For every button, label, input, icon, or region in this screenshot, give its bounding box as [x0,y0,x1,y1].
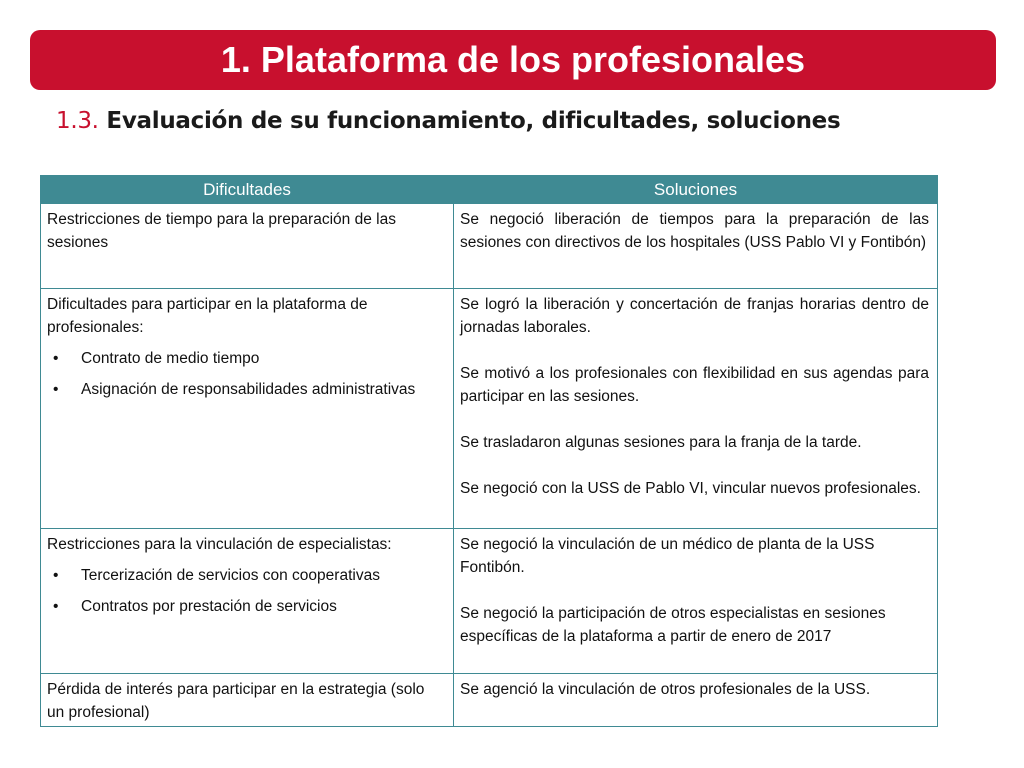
dificultad-cell [41,529,454,674]
solucion-cell [454,674,938,727]
solucion-cell [454,204,938,289]
solucion-text: Se agenció la vinculación de otros profesionales de la USS. [460,681,871,698]
dificultad-text: Restricciones de tiempo para la preparación de las sesiones [47,211,396,251]
dificultad-bullet-list [47,564,445,618]
bullet-item: • Contrato de medio tiempo [47,347,445,370]
solucion-text: Se negoció con la USS de Pablo VI, vincular nuevos profesionales. [460,480,921,497]
header-dificultades: Dificultades [41,176,454,204]
dificultad-text: Restricciones para la vinculación de especialistas: [47,536,392,553]
solucion-text: Se negoció la participación de otros especialistas en sesiones específicas de la plataforma a partir de enero de 2017 [460,605,886,645]
table-row [41,289,938,529]
solucion-cell [454,289,938,529]
table-row [41,204,938,289]
solucion-text: Se negoció liberación de tiempos para la preparación de las sesiones con directivos de los hospitales (USS Pablo VI y Fontibón) [460,211,929,251]
evaluation-table [40,175,938,727]
table-row [41,674,938,727]
solucion-text: Se logró la liberación y concertación de franjas horarias dentro de jornadas laborales. [460,296,929,336]
solucion-text: Se negoció la vinculación de un médico de planta de la USS Fontibón. [460,536,875,576]
solucion-text: Se trasladaron algunas sesiones para la franja de la tarde. [460,434,862,451]
bullet-item: • Asignación de responsabilidades administrativas [47,378,445,401]
header-soluciones: Soluciones [454,176,938,204]
slide-title: 1. Plataforma de los profesionales [220,39,806,80]
bullet-item: • Tercerización de servicios con cooperativas [47,564,445,587]
dificultad-cell [41,674,454,727]
dificultad-text: Pérdida de interés para participar en la estrategia (solo un profesional) [47,681,425,721]
bullet-item: • Contratos por prestación de servicios [47,595,445,618]
slide-title-bar [30,30,996,90]
subtitle-text: Evaluación de su funcionamiento, dificultades, soluciones [98,108,841,134]
dificultad-cell [41,289,454,529]
solucion-cell [454,529,938,674]
dificultad-bullet-list [47,347,445,401]
dificultad-cell [41,204,454,289]
dificultad-text: Dificultades para participar en la plataforma de profesionales: [47,296,368,336]
table-row [41,529,938,674]
subtitle-number: 1.3. [56,108,99,134]
table-header-row [41,176,938,204]
section-subtitle [56,108,840,134]
solucion-text: Se motivó a los profesionales con flexibilidad en sus agendas para participar en las sesiones. [460,365,929,405]
